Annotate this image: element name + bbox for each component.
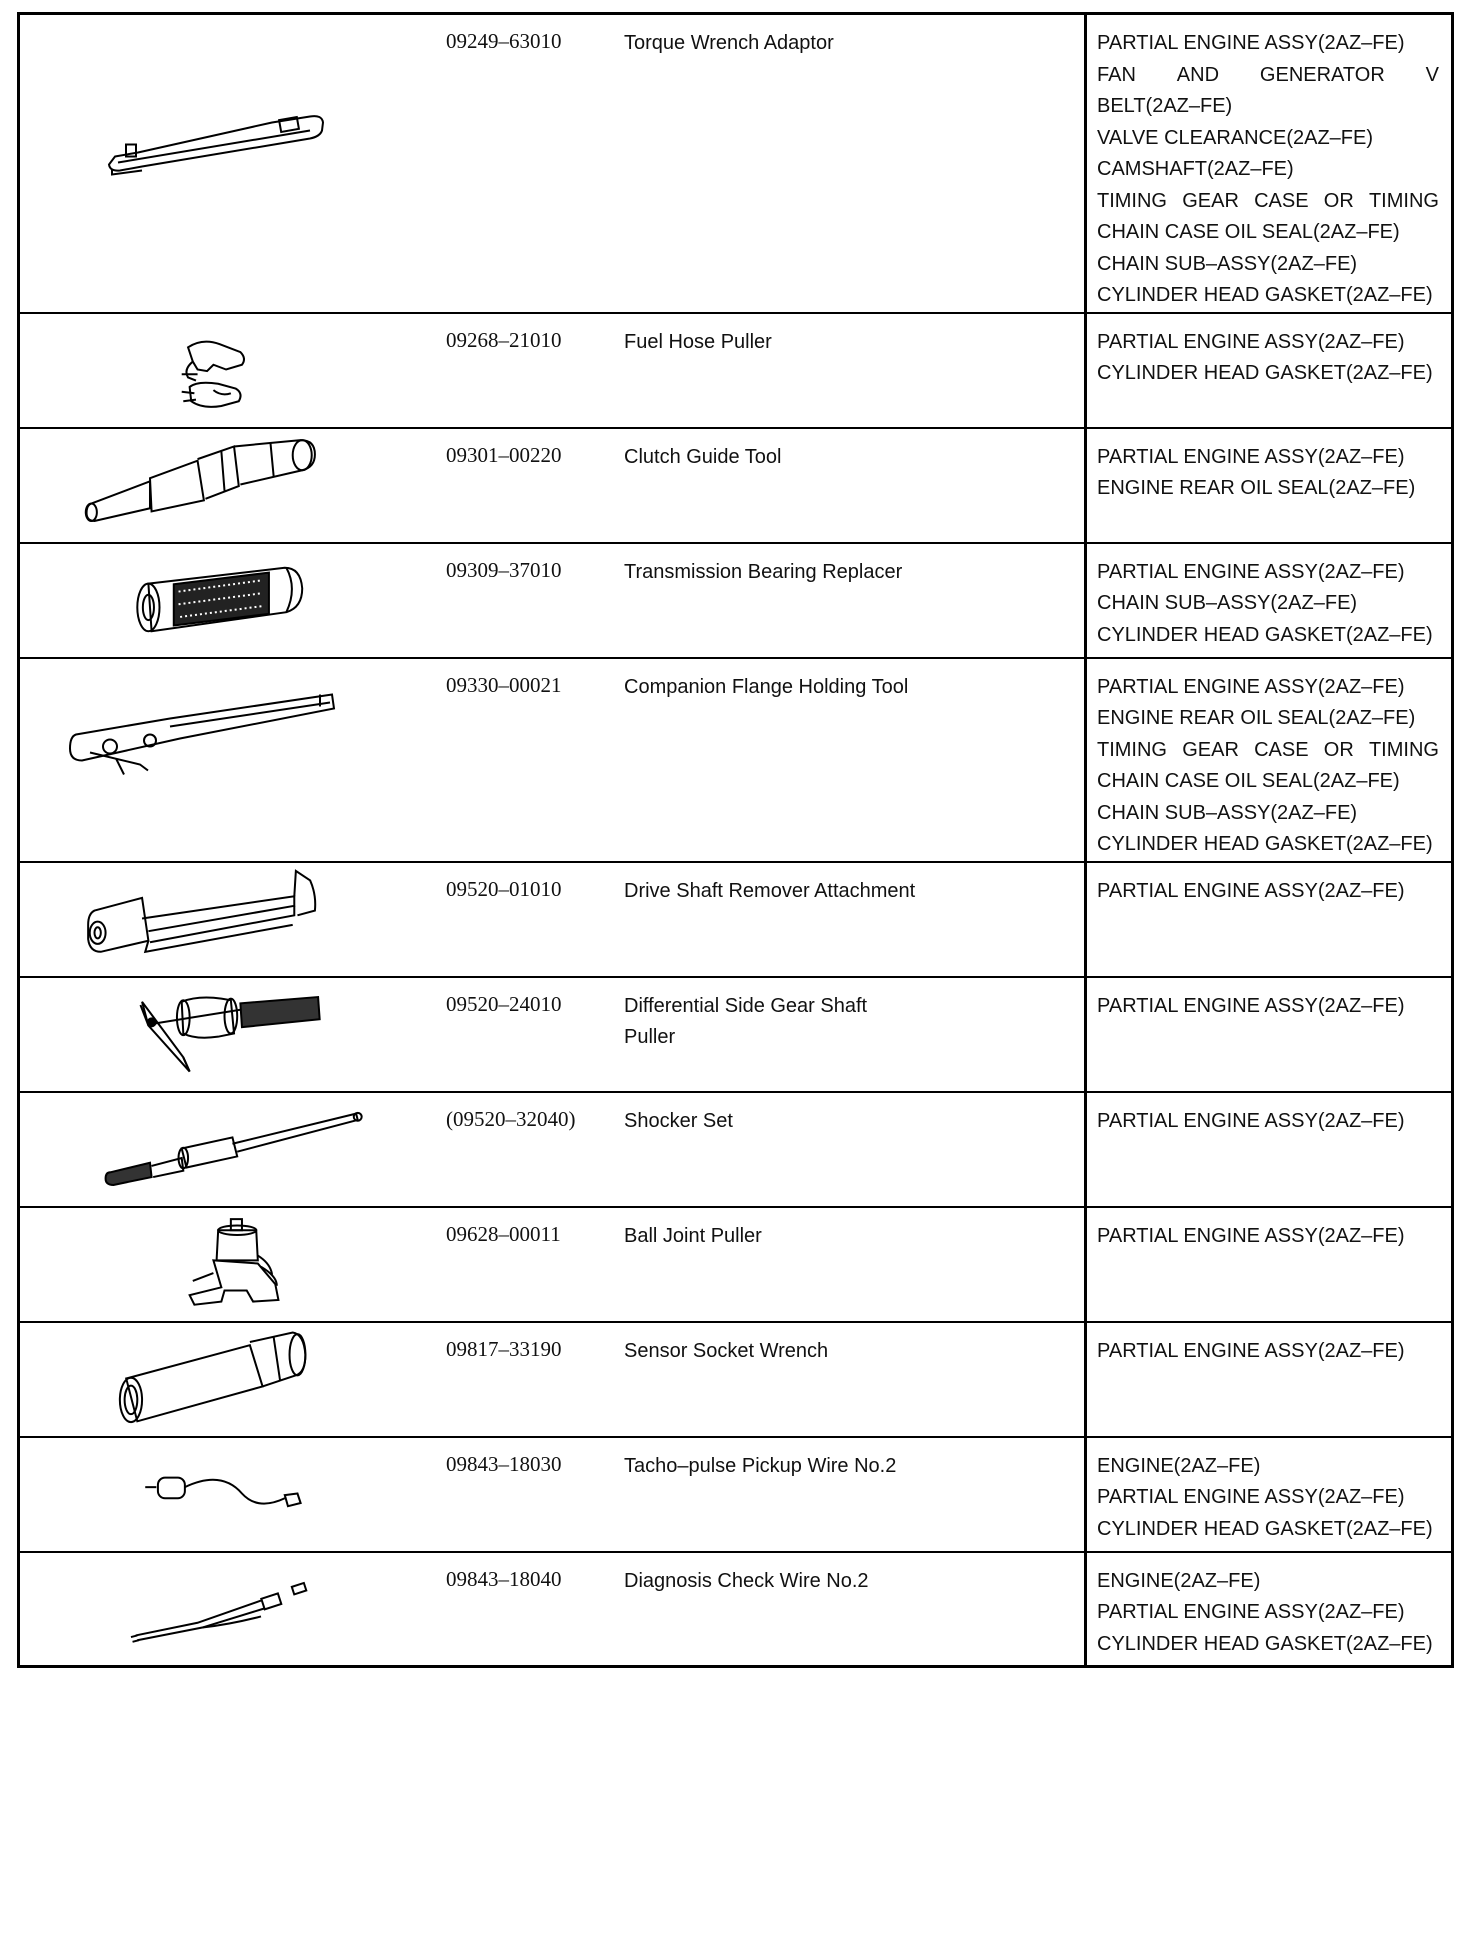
application-line: CYLINDER HEAD GASKET(2AZ–FE) (1097, 362, 1433, 384)
application-line: ENGINE(2AZ–FE) (1097, 1454, 1261, 1477)
application-cell (1086, 14, 1453, 313)
clutch-guide-tool-icon-drawing (20, 429, 433, 540)
drive-shaft-remover-attachment-icon (20, 863, 433, 974)
application-line: PARTIAL ENGINE ASSY(2AZ–FE) (1097, 1224, 1405, 1247)
application-word: TIMING (1097, 738, 1167, 761)
tool-name: Companion Flange Holding Tool (624, 675, 909, 698)
torque-wrench-adaptor-icon (20, 15, 433, 246)
table-row (19, 1552, 1453, 1667)
torque-wrench-adaptor-icon-drawing (20, 15, 433, 246)
application-cell (1086, 543, 1453, 658)
application-cell (1086, 1322, 1453, 1437)
part-number-cell (433, 658, 611, 862)
application-line: CYLINDER HEAD GASKET(2AZ–FE) (1097, 284, 1433, 306)
application-cell (1086, 1207, 1453, 1322)
part-number-cell (433, 1552, 611, 1667)
tool-name: Tacho–pulse Pickup Wire No.2 (624, 1454, 897, 1477)
tool-name-cell (611, 658, 1086, 862)
application-line: PARTIAL ENGINE ASSY(2AZ–FE) (1097, 675, 1405, 698)
application-word: TIMING (1097, 189, 1167, 212)
fuel-hose-puller-icon-drawing (20, 314, 433, 425)
tool-illustration-cell (19, 1437, 434, 1552)
table-row (19, 658, 1453, 862)
application-line: CYLINDER HEAD GASKET(2AZ–FE) (1097, 623, 1433, 646)
part-number-cell (433, 1092, 611, 1207)
shocker-set-icon-drawing (20, 1093, 433, 1204)
diagnosis-check-wire-icon (20, 1553, 433, 1664)
tool-name: Torque Wrench Adaptor (624, 32, 834, 54)
application-line: CYLINDER HEAD GASKET(2AZ–FE) (1097, 1517, 1433, 1540)
application-word: TIMING (1368, 189, 1439, 212)
part-number-cell (433, 543, 611, 658)
tool-illustration-cell (19, 428, 434, 543)
tool-name-cell (611, 14, 1086, 313)
application-line: ENGINE(2AZ–FE) (1097, 1569, 1261, 1592)
application-line: VALVE CLEARANCE(2AZ–FE) (1097, 126, 1374, 149)
application-cell (1086, 313, 1453, 428)
application-line: ENGINE REAR OIL SEAL(2AZ–FE) (1097, 707, 1416, 729)
part-number: 09268–21010 (446, 327, 562, 352)
table-row (19, 1207, 1453, 1322)
transmission-bearing-replacer-icon (20, 544, 433, 655)
table-row (19, 977, 1453, 1092)
application-word: CASE (1254, 738, 1309, 761)
tool-illustration-cell (19, 543, 434, 658)
table-row (19, 1092, 1453, 1207)
transmission-bearing-replacer-icon-drawing (20, 544, 433, 655)
tool-illustration-cell (19, 658, 434, 862)
tool-illustration-cell (19, 313, 434, 428)
application-line (1097, 735, 1439, 767)
tool-name: Ball Joint Puller (624, 1224, 762, 1247)
part-number-cell (433, 1437, 611, 1552)
application-word: GENERATOR (1259, 63, 1385, 86)
tool-name-cell (611, 543, 1086, 658)
application-line (1097, 186, 1439, 218)
application-line: PARTIAL ENGINE ASSY(2AZ–FE) (1097, 1486, 1405, 1508)
application-line: PARTIAL ENGINE ASSY(2AZ–FE) (1097, 879, 1405, 902)
application-line: CHAIN SUB–ASSY(2AZ–FE) (1097, 801, 1358, 824)
tool-illustration-cell (19, 977, 434, 1092)
part-number-cell (433, 313, 611, 428)
table-row (19, 428, 1453, 543)
tool-name: Drive Shaft Remover Attachment (624, 879, 916, 902)
tool-name-cell (611, 1207, 1086, 1322)
application-line: PARTIAL ENGINE ASSY(2AZ–FE) (1097, 560, 1405, 583)
tool-illustration-cell (19, 1322, 434, 1437)
tool-name: Fuel Hose Puller (624, 330, 772, 353)
ball-joint-puller-icon-drawing (20, 1208, 433, 1319)
tool-name-cell (611, 977, 1086, 1092)
application-line: PARTIAL ENGINE ASSY(2AZ–FE) (1097, 330, 1405, 353)
application-line: CHAIN SUB–ASSY(2AZ–FE) (1097, 592, 1358, 614)
sensor-socket-wrench-icon-drawing (20, 1323, 433, 1434)
companion-flange-holding-tool-icon (20, 659, 433, 814)
application-line: CHAIN CASE OIL SEAL(2AZ–FE) (1097, 221, 1400, 243)
application-line: PARTIAL ENGINE ASSY(2AZ–FE) (1097, 1109, 1405, 1132)
application-word: FAN (1097, 63, 1136, 86)
application-cell (1086, 977, 1453, 1092)
part-number-cell (433, 1322, 611, 1437)
application-cell (1086, 428, 1453, 543)
part-number: 09301–00220 (446, 442, 562, 467)
application-word: OR (1323, 189, 1354, 212)
part-number-cell (433, 977, 611, 1092)
special-service-tools-table (17, 12, 1454, 1668)
differential-side-gear-shaft-puller-icon (20, 978, 433, 1089)
sensor-socket-wrench-icon (20, 1323, 433, 1434)
tool-name-cell (611, 1322, 1086, 1437)
tool-name-cell (611, 862, 1086, 977)
application-word: OR (1323, 738, 1354, 761)
tool-name: Diagnosis Check Wire No.2 (624, 1569, 869, 1592)
part-number-cell (433, 428, 611, 543)
tool-illustration-cell (19, 1092, 434, 1207)
application-word: GEAR (1182, 189, 1239, 212)
part-number: 09628–00011 (446, 1221, 561, 1246)
table-row (19, 543, 1453, 658)
table-row (19, 14, 1453, 313)
application-line: CAMSHAFT(2AZ–FE) (1097, 158, 1294, 180)
application-cell (1086, 658, 1453, 862)
application-word: AND (1176, 63, 1220, 86)
application-line: CHAIN SUB–ASSY(2AZ–FE) (1097, 252, 1358, 275)
table-body (19, 14, 1453, 1667)
companion-flange-holding-tool-icon-drawing (20, 659, 433, 814)
tool-name-cell (611, 428, 1086, 543)
part-number-cell (433, 1207, 611, 1322)
application-line: CYLINDER HEAD GASKET(2AZ–FE) (1097, 1632, 1433, 1655)
part-number: 09843–18030 (446, 1451, 562, 1476)
application-line: BELT(2AZ–FE) (1097, 95, 1233, 117)
part-number: 09843–18040 (446, 1566, 562, 1591)
tool-name-cell (611, 1437, 1086, 1552)
application-word: TIMING (1368, 738, 1439, 761)
tool-illustration-cell (19, 1207, 434, 1322)
part-number: 09520–24010 (446, 991, 562, 1016)
application-cell (1086, 1437, 1453, 1552)
application-line: PARTIAL ENGINE ASSY(2AZ–FE) (1097, 1601, 1405, 1623)
tool-name: Shocker Set (624, 1109, 733, 1132)
table-row (19, 862, 1453, 977)
tool-name: Differential Side Gear Shaft (624, 994, 868, 1017)
application-word: V (1425, 63, 1439, 86)
part-number-cell (433, 14, 611, 313)
fuel-hose-puller-icon (20, 314, 433, 425)
differential-side-gear-shaft-puller-icon-drawing (20, 978, 433, 1089)
part-number-cell (433, 862, 611, 977)
tool-name: Sensor Socket Wrench (624, 1339, 829, 1362)
part-number: 09249–63010 (446, 29, 562, 53)
tool-name: Clutch Guide Tool (624, 445, 782, 468)
application-cell (1086, 862, 1453, 977)
shocker-set-icon (20, 1093, 433, 1204)
part-number: 09817–33190 (446, 1336, 562, 1361)
tool-illustration-cell (19, 862, 434, 977)
application-word: CASE (1254, 189, 1309, 212)
part-number: 09520–01010 (446, 876, 562, 901)
application-line: ENGINE REAR OIL SEAL(2AZ–FE) (1097, 477, 1416, 499)
tool-name: Transmission Bearing Replacer (624, 560, 903, 583)
drive-shaft-remover-attachment-icon-drawing (20, 863, 433, 974)
tool-name: Puller (624, 1025, 676, 1048)
tool-illustration-cell (19, 14, 434, 313)
ball-joint-puller-icon (20, 1208, 433, 1319)
tacho-pulse-pickup-wire-icon (20, 1438, 433, 1549)
part-number: 09309–37010 (446, 557, 562, 582)
tool-name-cell (611, 1552, 1086, 1667)
table-row (19, 1437, 1453, 1552)
tool-name-cell (611, 313, 1086, 428)
application-line: PARTIAL ENGINE ASSY(2AZ–FE) (1097, 1339, 1405, 1362)
tacho-pulse-pickup-wire-icon-drawing (20, 1438, 433, 1549)
application-line: CHAIN CASE OIL SEAL(2AZ–FE) (1097, 770, 1400, 792)
application-line: PARTIAL ENGINE ASSY(2AZ–FE) (1097, 994, 1405, 1017)
part-number: (09520–32040) (446, 1106, 576, 1131)
tool-name-cell (611, 1092, 1086, 1207)
clutch-guide-tool-icon (20, 429, 433, 540)
table-row (19, 1322, 1453, 1437)
tool-illustration-cell (19, 1552, 434, 1667)
application-line: CYLINDER HEAD GASKET(2AZ–FE) (1097, 833, 1433, 855)
application-cell (1086, 1552, 1453, 1667)
application-cell (1086, 1092, 1453, 1207)
diagnosis-check-wire-icon-drawing (20, 1553, 433, 1664)
application-line: PARTIAL ENGINE ASSY(2AZ–FE) (1097, 32, 1405, 54)
application-line (1097, 60, 1439, 92)
application-word: GEAR (1182, 738, 1239, 761)
part-number: 09330–00021 (446, 672, 562, 697)
application-line: PARTIAL ENGINE ASSY(2AZ–FE) (1097, 445, 1405, 468)
table-row (19, 313, 1453, 428)
